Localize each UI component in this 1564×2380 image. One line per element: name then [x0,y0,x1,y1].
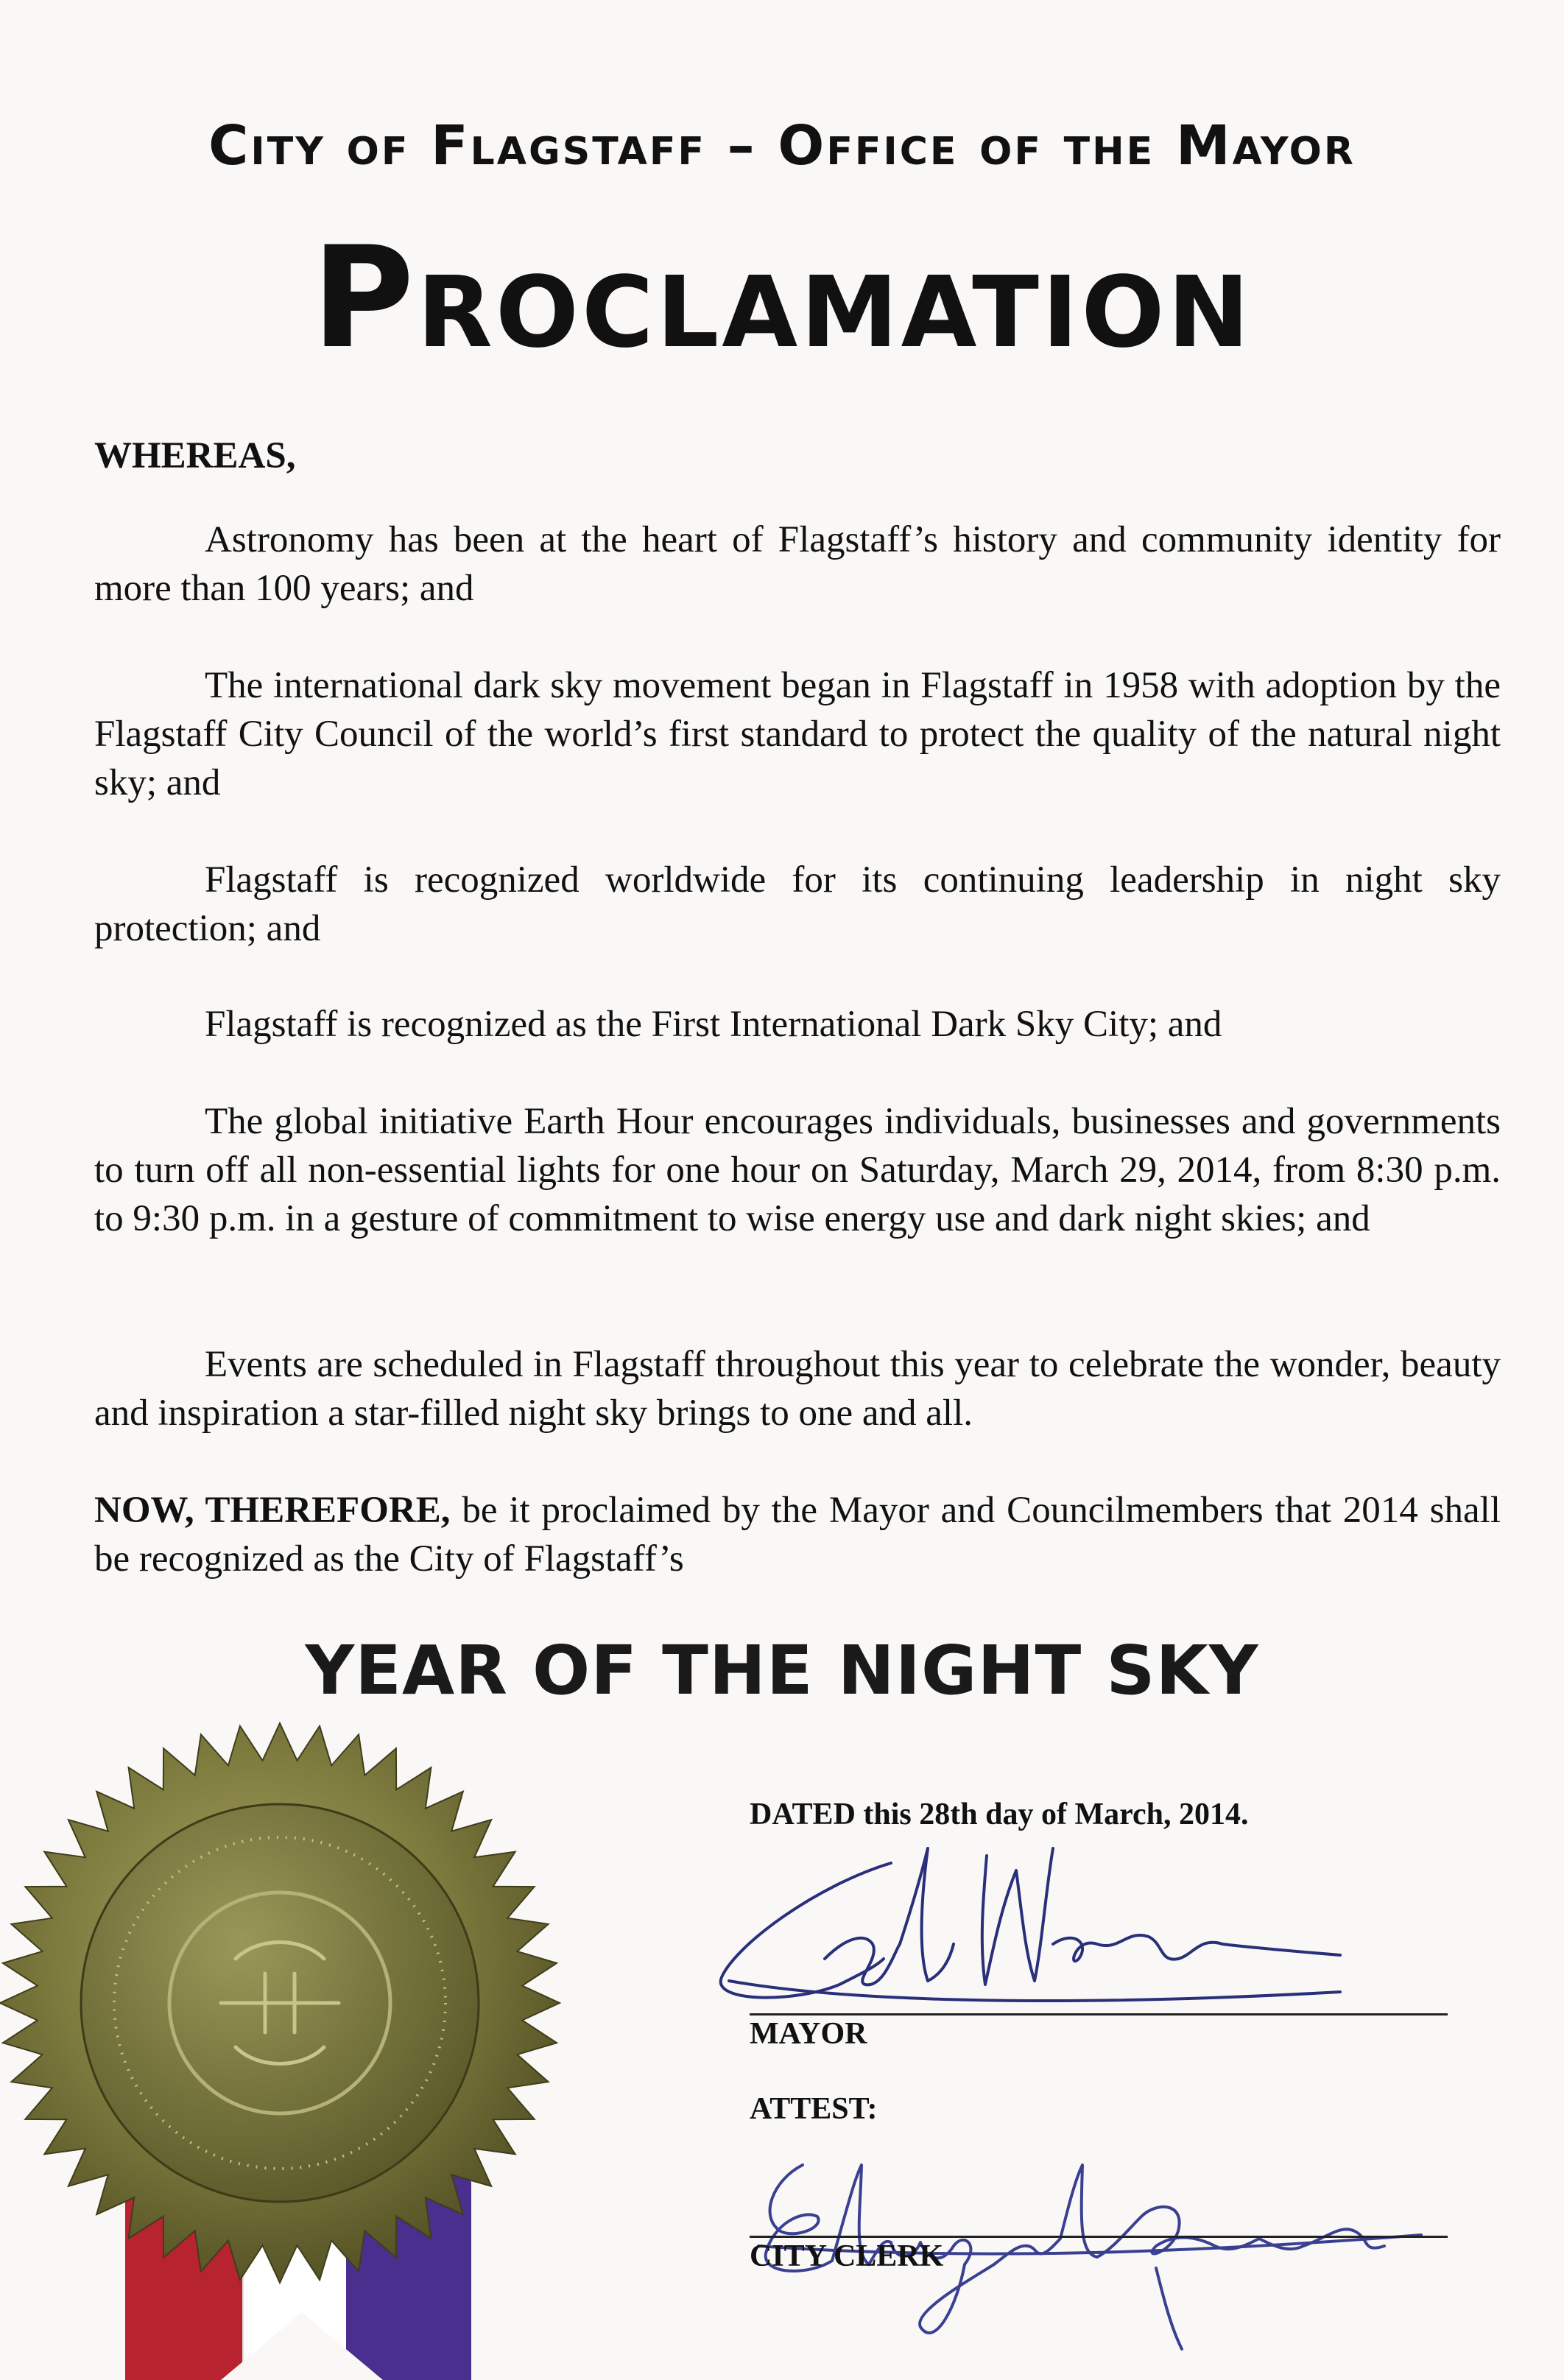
whereas-paragraph-6: Events are scheduled in Flagstaff throughout this year to celebrate the wonder, beauty and inspiration a star-filled night sky brings to one and all. [94,1344,1501,1434]
whereas-paragraph-1: Astronomy has been at the heart of Flagstaff’s history and community identity for more than 100 years; and [94,519,1501,609]
office-header: City of Flagstaff – Office of the Mayor [208,114,1356,177]
dated-line: DATED this 28th day of March, 2014. [750,1798,1249,1831]
resolution-text: be it proclaimed by the Mayor and Councilmembers that 2014 shall be recognized as the City of Flagstaff’s [94,1490,1501,1580]
whereas-heading: WHEREAS, [94,435,296,476]
whereas-paragraph-5: The global initiative Earth Hour encourages individuals, businesses and governments to turn off all non-essential lights for one hour on Saturday, March 29, 2014, from 8:30 p.m. to 9:30 p.m. in a gesture of commitment to wise energy use and dark night skies; and [94,1101,1501,1239]
mayor-label: MAYOR [750,2017,867,2051]
city-clerk-label: CITY CLERK [750,2239,944,2273]
whereas-paragraph-2: The international dark sky movement began in Flagstaff in 1958 with adoption by the Flagstaff City Council of the world’s first standard to protect the quality of the natural night sky; and [94,665,1501,803]
attest-label: ATTEST: [750,2092,878,2126]
city-clerk-signature-line [750,2236,1448,2238]
city-seal-image [0,1708,604,2380]
whereas-paragraph-3: Flagstaff is recognized worldwide for its continuing leadership in night sky protection; and [94,859,1501,949]
document-title: Proclamation [311,216,1253,379]
now-therefore-label: NOW, THEREFORE, [94,1490,451,1531]
resolution-paragraph [94,1486,1501,1583]
mayor-signature-line [750,2013,1448,2015]
designation-title: YEAR OF THE NIGHT SKY [305,1631,1259,1710]
mayor-signature [707,1834,1348,2025]
whereas-paragraph-4: Flagstaff is recognized as the First International Dark Sky City; and [205,1004,1222,1045]
